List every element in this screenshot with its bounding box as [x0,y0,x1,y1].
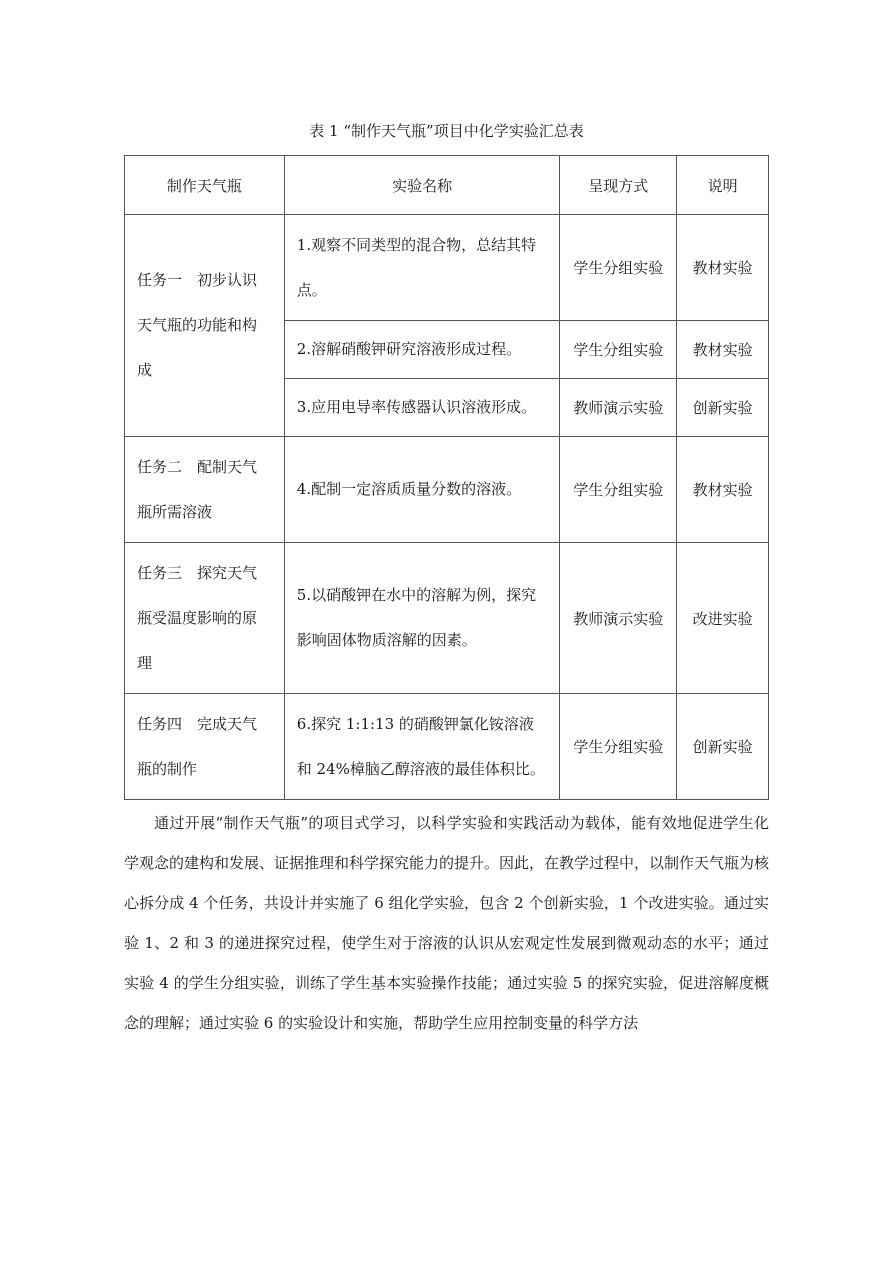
note-cell: 创新实验 [677,694,769,800]
task-cell: 任务四 完成天气瓶的制作 [125,694,285,800]
presentation-mode-cell: 学生分组实验 [560,321,677,379]
presentation-mode-cell: 学生分组实验 [560,694,677,800]
note-cell: 教材实验 [677,321,769,379]
presentation-mode-cell: 学生分组实验 [560,437,677,543]
table-caption: 表 1 “制作天气瓶”项目中化学实验汇总表 [309,122,584,140]
note-cell: 教材实验 [677,215,769,321]
experiment-name-cell: 1.观察不同类型的混合物，总结其特点。 [284,215,560,321]
experiment-name-cell: 3.应用电导率传感器认识溶液形成。 [284,379,560,437]
table-row [125,543,769,694]
header-experiment-name: 实验名称 [284,156,560,215]
note-cell: 创新实验 [677,379,769,437]
table-row [125,215,769,321]
experiment-summary-table [124,155,769,800]
presentation-mode-cell: 学生分组实验 [560,215,677,321]
presentation-mode-cell: 教师演示实验 [560,543,677,694]
task-cell: 任务二 配制天气瓶所需溶液 [125,437,285,543]
experiment-name-cell: 2.溶解硝酸钾研究溶液形成过程。 [284,321,560,379]
task-cell: 任务一 初步认识天气瓶的功能和构成 [125,215,285,437]
table-row [125,694,769,800]
header-presentation-mode: 呈现方式 [560,156,677,215]
experiment-name-cell: 6.探究 1:1:13 的硝酸钾氯化铵溶液和 24%樟脑乙醇溶液的最佳体积比。 [284,694,560,800]
note-cell: 改进实验 [677,543,769,694]
experiment-name-cell: 5.以硝酸钾在水中的溶解为例，探究影响固体物质溶解的因素。 [284,543,560,694]
task-cell: 任务三 探究天气瓶受温度影响的原理 [125,543,285,694]
table-row [125,437,769,543]
presentation-mode-cell: 教师演示实验 [560,379,677,437]
table-header-row [125,156,769,215]
body-paragraph: 通过开展“制作天气瓶”的项目式学习，以科学实验和实践活动为载体，能有效地促进学生化学观念的建构和发展、证据推理和科学探究能力的提升。因此，在教学过程中，以制作天气瓶为核心拆分成 4 个任务，共设计并实施了 6 组化学实验，包含 2 个创新实验，1 个改进实验。通过实验 1、2 和 3 的递进探究过程，使学生对于溶液的认识从宏观定性发展到微观动态的水平；通过实验 4 的学生分组实验，训练了学生基本实验操作技能；通过实验 5 的探究实验，促进溶解度概念的理解；通过实验 6 的实验设计和实施，帮助学生应用控制变量的科学方法 [124,814,770,1032]
note-cell: 教材实验 [677,437,769,543]
header-note: 说明 [677,156,769,215]
header-task: 制作天气瓶 [125,156,285,215]
experiment-name-cell: 4.配制一定溶质质量分数的溶液。 [284,437,560,543]
